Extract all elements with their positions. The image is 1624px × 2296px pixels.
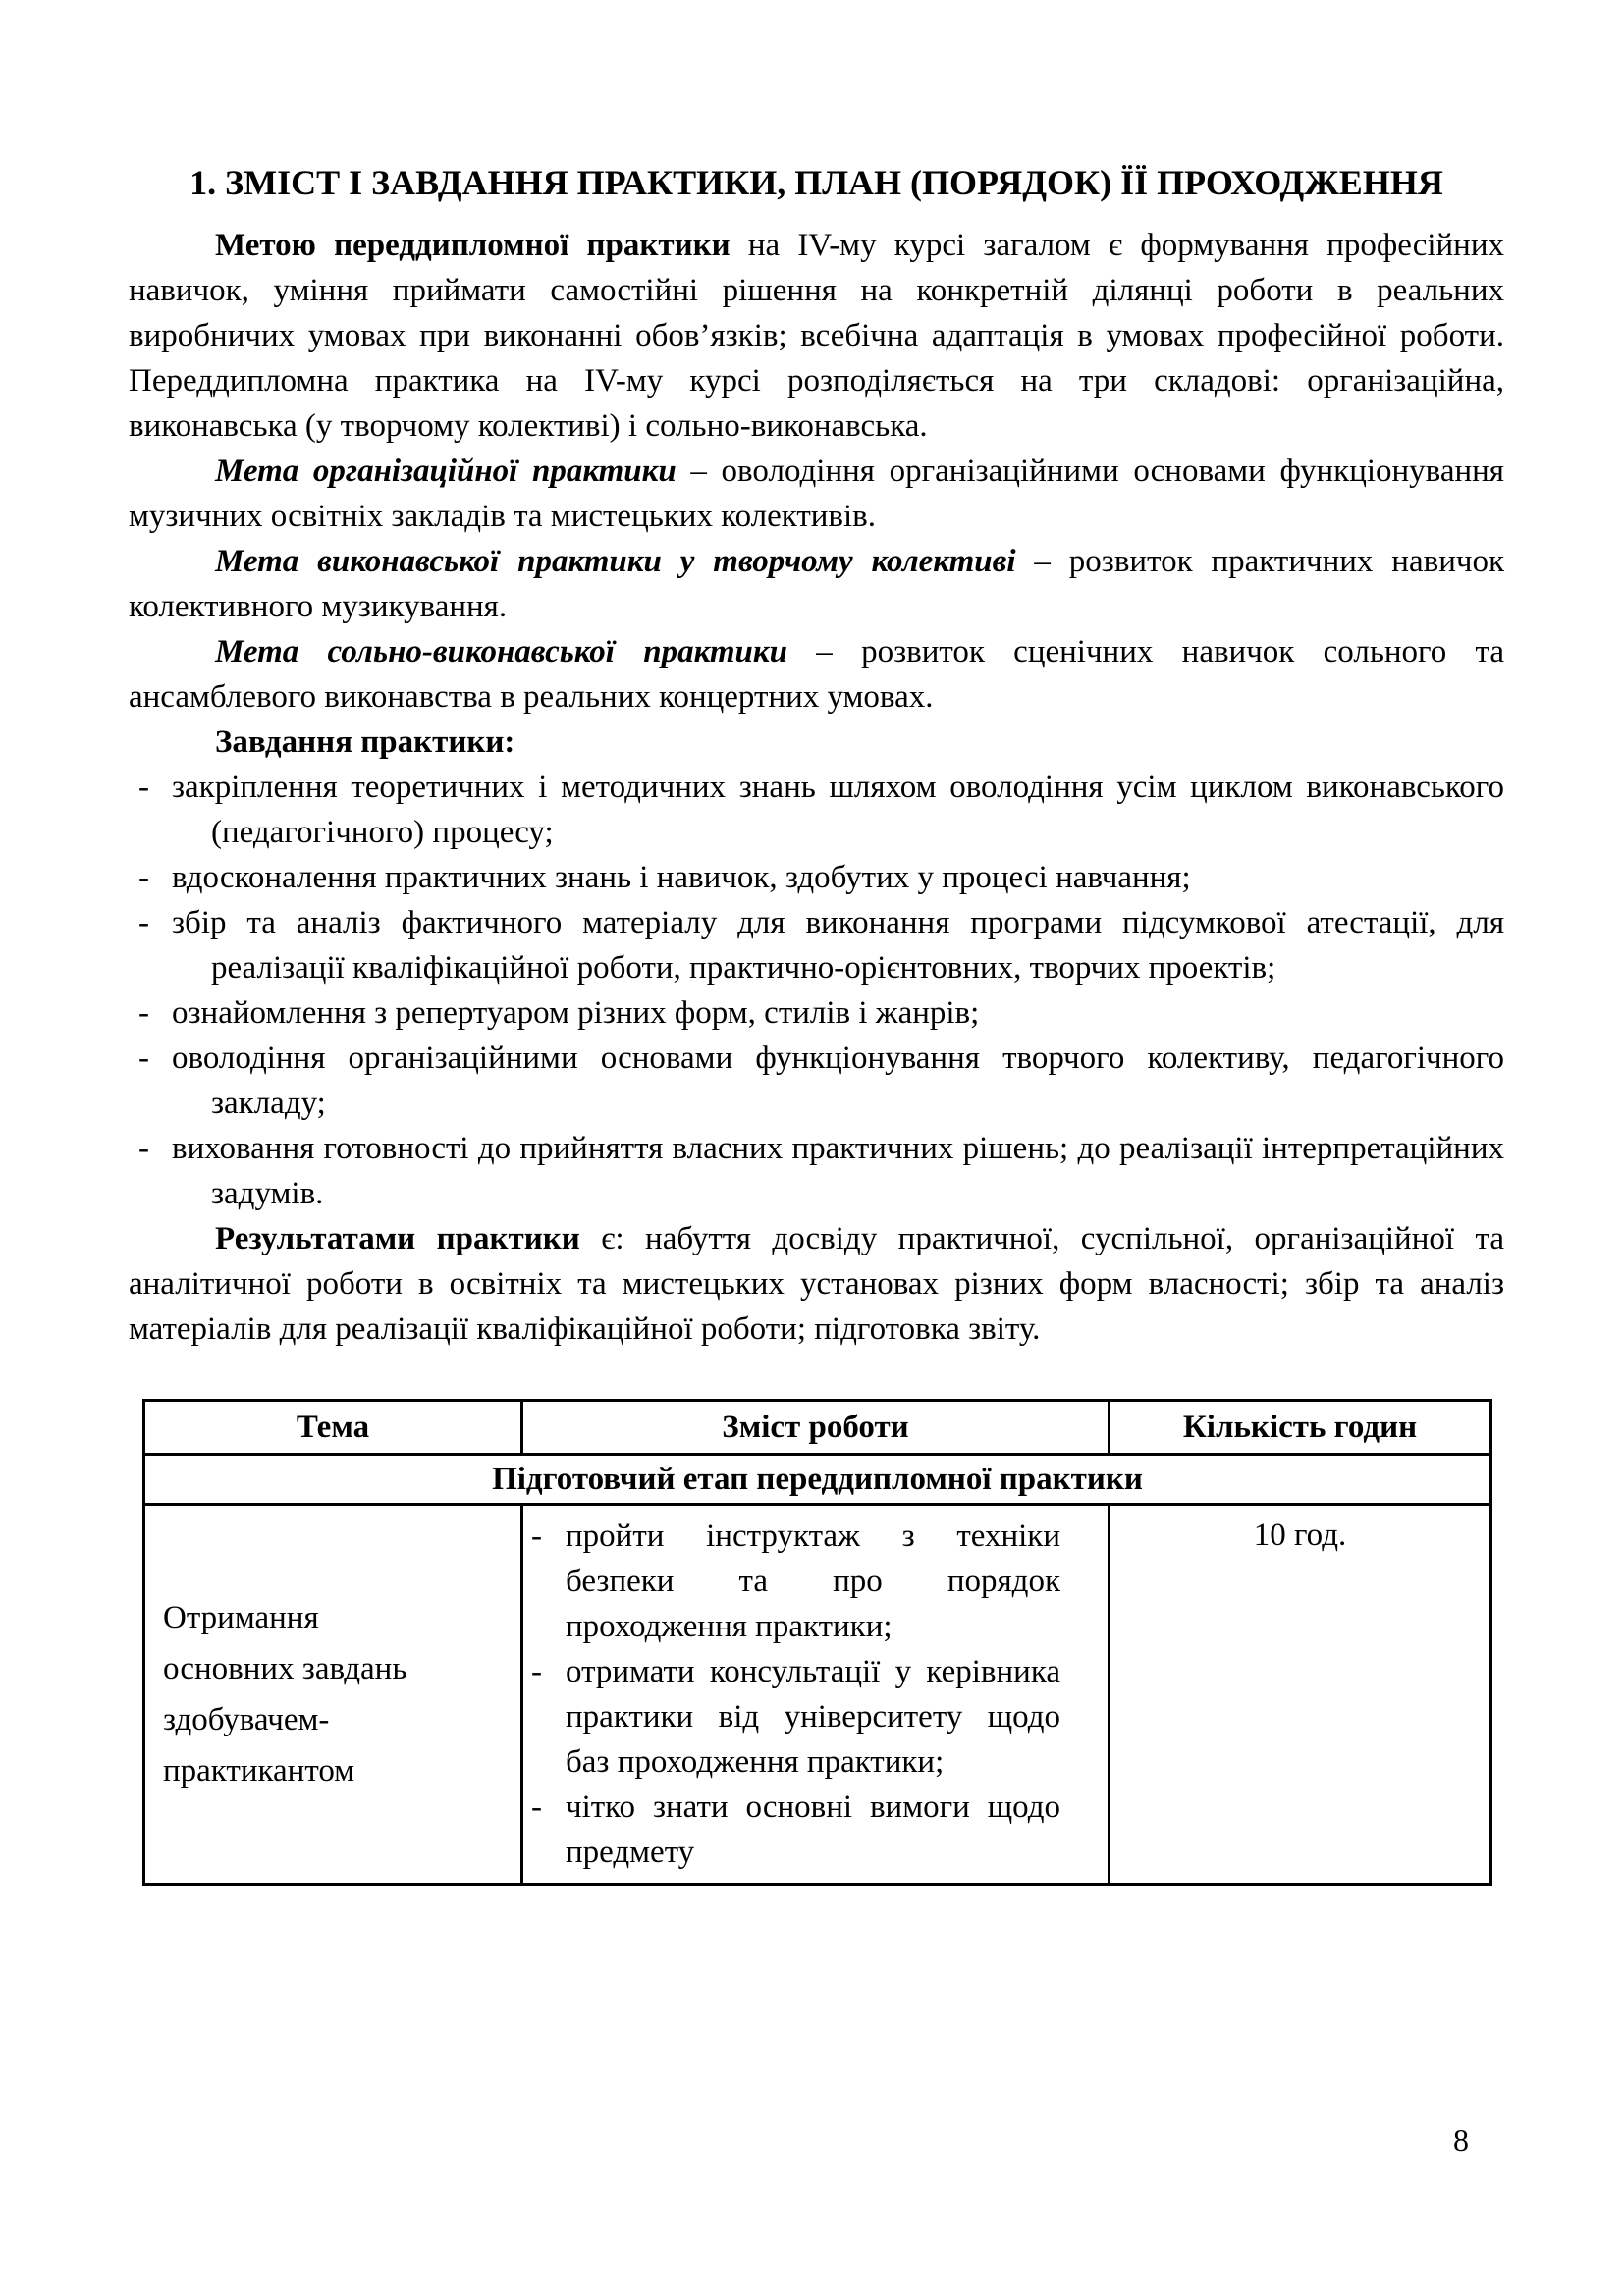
list-item (523, 1649, 1060, 1785)
page-content (129, 155, 1504, 1886)
col-header-zmist: Зміст роботи (522, 1401, 1110, 1455)
dash-marker: - (138, 1131, 149, 1166)
list-item (129, 1126, 1504, 1216)
dash-marker: - (531, 1519, 542, 1554)
list-item-text: чітко знати основні вимоги щодо предмету (566, 1789, 1060, 1870)
paragraph-solo-goal (129, 629, 1504, 720)
paragraph-results-lead: Результатами практики (215, 1221, 580, 1256)
list-item-text: пройти інструктаж з техніки безпеки та про порядок проходження практики; (566, 1519, 1060, 1644)
table-section-title: Підготовчий етап переддипломної практики (144, 1455, 1491, 1505)
list-item-text: вдосконалення практичних знань і навичок, здобутих у процесі навчання; (172, 860, 1191, 895)
page-title: 1. ЗМІСТ І ЗАВДАННЯ ПРАКТИКИ, ПЛАН (ПОРЯДОК) ЇЇ ПРОХОДЖЕННЯ (189, 163, 1443, 202)
list-item-text: виховання готовності до прийняття власних практичних рішень; до реалізації інтерпретаційних задумів. (172, 1131, 1504, 1211)
list-item-text: отримати консультації у керівника практики від університету щодо баз проходження практики; (566, 1654, 1060, 1780)
list-item-text: закріплення теоретичних і методичних знань шляхом оволодіння усім циклом виконавського (педагогічного) процесу; (172, 770, 1504, 850)
list-item (129, 765, 1504, 855)
cell-hours: 10 год. (1110, 1505, 1491, 1885)
tasks-heading (129, 720, 1504, 765)
list-item (129, 1036, 1504, 1126)
tasks-list (129, 765, 1504, 1216)
list-item (129, 900, 1504, 990)
dash-marker: - (138, 1041, 149, 1076)
cell-tema: Отримання основних завдань здобувачем-практикантом (144, 1505, 522, 1885)
paragraph-solo-goal-lead: Мета сольно-виконавської практики (215, 634, 787, 669)
paragraph-aim (129, 223, 1504, 449)
paragraph-org-goal-lead: Мета організаційної практики (215, 454, 677, 489)
dash-marker: - (138, 770, 149, 805)
dash-marker: - (138, 860, 149, 895)
paragraph-perf-goal-text: – розвиток практичних навичок колективного музикування. (129, 544, 1504, 624)
paragraph-results (129, 1216, 1504, 1352)
col-header-tema: Тема (144, 1401, 522, 1455)
list-item-text: оволодіння організаційними основами функціонування творчого колективу, педагогічного закладу; (172, 1041, 1504, 1121)
paragraph-org-goal-text: – оволодіння організаційними основами функціонування музичних освітніх закладів та мистецьких колективів. (129, 454, 1504, 534)
paragraph-org-goal (129, 449, 1504, 539)
dash-marker: - (138, 995, 149, 1031)
cell-zmist (522, 1505, 1110, 1885)
list-item (129, 855, 1504, 900)
practice-plan-table (142, 1399, 1492, 1886)
paragraph-perf-goal (129, 539, 1504, 629)
dash-marker: - (531, 1789, 542, 1825)
paragraph-results-text: є: набуття досвіду практичної, суспільної, організаційної та аналітичної роботи в освітніх та мистецьких установах різних форм власності; збір та аналіз матеріалів для реалізації кваліфікаційної роботи; підготовка звіту. (129, 1221, 1504, 1347)
dash-marker: - (531, 1654, 542, 1689)
col-header-hours: Кількість годин (1110, 1401, 1491, 1455)
paragraph-perf-goal-lead: Мета виконавської практики у творчому колективі (215, 544, 1016, 579)
dash-marker: - (138, 905, 149, 940)
list-item (129, 990, 1504, 1036)
table-row (144, 1505, 1491, 1885)
list-item-text: ознайомлення з репертуаром різних форм, стилів і жанрів; (172, 995, 980, 1031)
table-section-row (144, 1455, 1491, 1505)
paragraph-solo-goal-text: – розвиток сценічних навичок сольного та ансамблевого виконавства в реальних концертних умовах. (129, 634, 1505, 715)
page-number: 8 (1453, 2122, 1469, 2158)
table-header-row (144, 1401, 1491, 1455)
paragraph-aim-lead: Метою переддипломної практики (215, 228, 731, 263)
tasks-heading-text: Завдання практики: (215, 724, 515, 760)
list-item (523, 1785, 1060, 1875)
list-item (523, 1514, 1060, 1649)
list-item-text: збір та аналіз фактичного матеріалу для виконання програми підсумкової атестації, для реалізації кваліфікаційної роботи, практично-орієнтовних, творчих проектів; (172, 905, 1504, 986)
paragraph-aim-text: на IV-му курсі загалом є формування професійних навичок, уміння приймати самостійні рішення на конкретній ділянці роботи в реальних виробничих умовах при виконанні обов’язків; всебічна адаптація в умовах професійної роботи. Переддипломна практика на IV-му курсі розподіляється на три складові: організаційна, виконавська (у творчому колективі) і сольно-виконавська. (129, 228, 1505, 444)
